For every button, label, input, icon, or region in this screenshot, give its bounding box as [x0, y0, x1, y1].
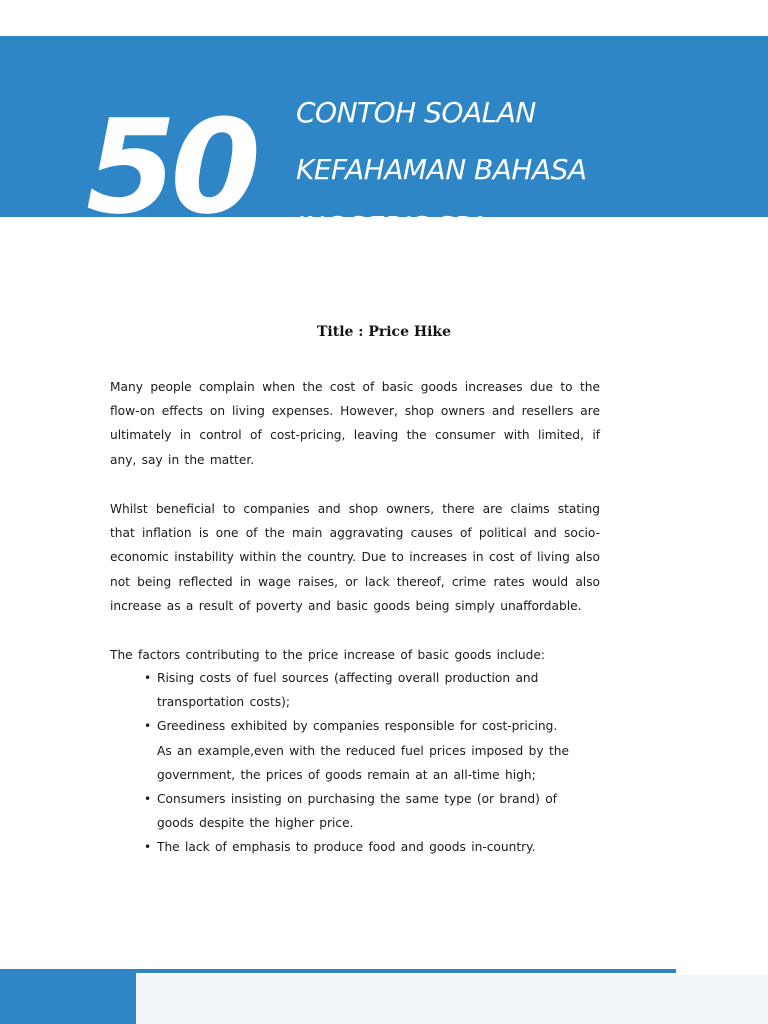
paragraph-3: The factors contributing to the price increase of basic goods include: [110, 648, 545, 662]
list-item [144, 835, 574, 859]
document-title: Title : Price Hike [316, 324, 452, 340]
list-item-text: Rising costs of fuel sources (affecting overall production and transportation costs); [157, 671, 539, 710]
paragraph-1: Many people complain when the cost of basic goods increases due to the flow-on effects on living expenses. However, shop owners and resellers are ultimately in control of cost-pricing, leaving the consumer with limited, if any, say in the matter. [110, 380, 600, 467]
list-item-text: Greediness exhibited by companies responsible for cost-pricing. As an example,even with the reduced fuel prices imposed by the government, the prices of goods remain at an all-time high; [157, 719, 569, 782]
factor-list [144, 666, 574, 860]
footer-panel [136, 975, 768, 1024]
list-item-text: The lack of emphasis to produce food and goods in-country. [157, 840, 536, 855]
bullet-icon: • [144, 671, 152, 685]
list-item [144, 666, 574, 714]
banner-headline [296, 84, 587, 255]
list-item-text: Consumers insisting on purchasing the same type (or brand) of goods despite the higher price. [157, 792, 557, 831]
headline-line-2: KEFAHAMAN BAHASA [296, 153, 587, 186]
header-banner [0, 36, 768, 243]
bullet-icon: • [144, 792, 152, 807]
headline-line-1: CONTOH SOALAN [296, 96, 536, 129]
banner-number: 50 [86, 91, 255, 243]
headline-line-3: INGGERIS SPA [296, 210, 488, 243]
bullet-icon: • [144, 840, 152, 855]
list-item [144, 714, 574, 787]
list-item [144, 787, 574, 835]
paragraph-2: Whilst beneficial to companies and shop owners, there are claims stating that inflation is one of the main aggravating causes of political and socio-economic instability within the country. Due to increases in cost of living also not being reflected in wage raises, or lack thereof, crime rates would also increase as a result of poverty and basic goods being simply unaffordable. [110, 502, 600, 613]
footer-accent-block [0, 969, 136, 1024]
bullet-icon: • [144, 719, 152, 734]
